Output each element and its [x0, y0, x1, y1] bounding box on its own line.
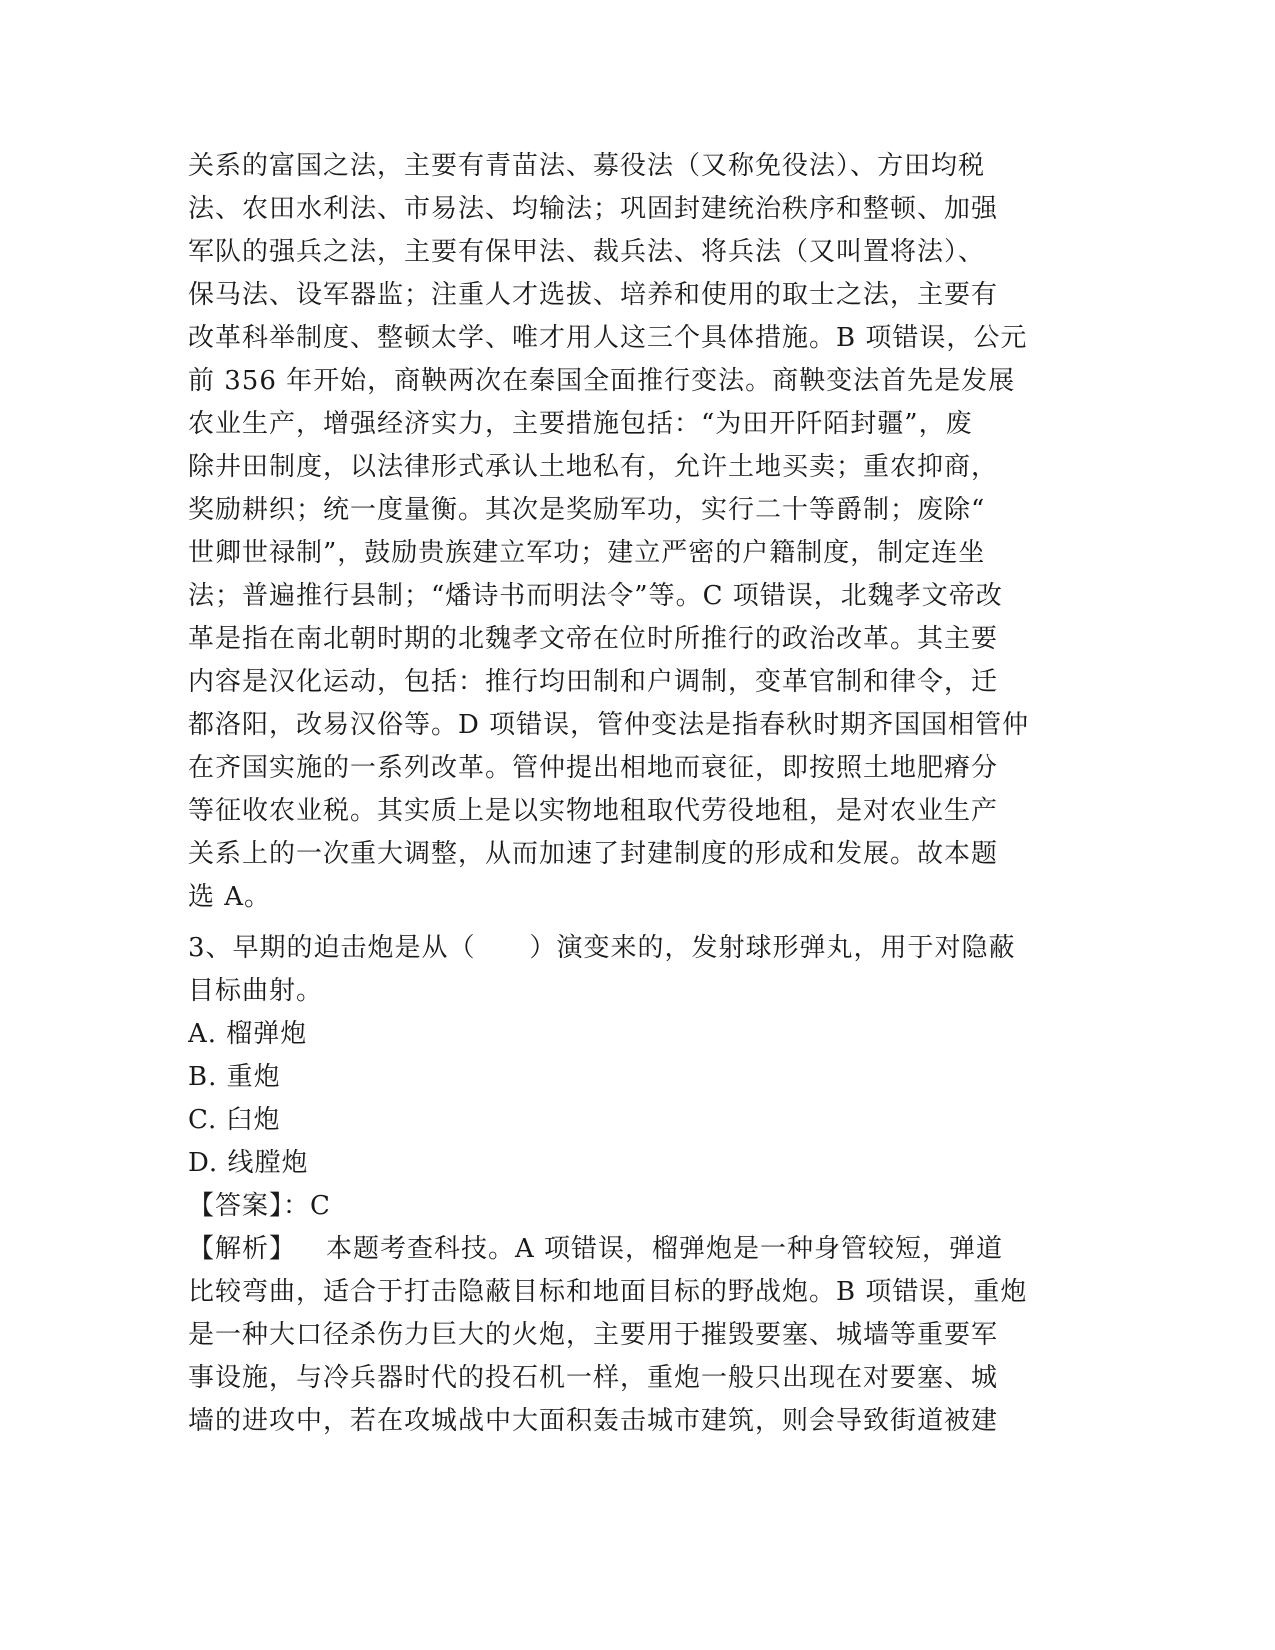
- text-line: 等征收农业税。其实质上是以实物地租取代劳役地租，是对农业生产: [188, 796, 999, 826]
- text-line: 改革科举制度、整顿太学、唯才用人这三个具体措施。B 项错误，公元: [188, 323, 1028, 353]
- question-stem-line: 目标曲射。: [188, 976, 324, 1006]
- answer-value: ：C: [283, 1191, 331, 1221]
- option-b: B. 重炮: [188, 1062, 281, 1092]
- analysis-line: 比较弯曲，适合于打击隐蔽目标和地面目标的野战炮。B 项错误，重炮: [188, 1277, 1028, 1307]
- text-line: 内容是汉化运动，包括：推行均田制和户调制，变革官制和律令，迁: [188, 667, 999, 697]
- answer-line: [188, 1185, 1086, 1228]
- analysis-line: 墙的进攻中，若在攻城战中大面积轰击城市建筑，则会导致街道被建: [188, 1406, 999, 1436]
- text-line: 在齐国实施的一系列改革。管仲提出相地而衰征，即按照土地肥瘠分: [188, 753, 999, 783]
- option-d: D. 线膛炮: [188, 1148, 309, 1178]
- analysis-line: 是一种大口径杀伤力巨大的火炮，主要用于摧毁要塞、城墙等重要军: [188, 1320, 999, 1350]
- text-line: 革是指在南北朝时期的北魏孝文帝在位时所推行的政治改革。其主要: [188, 624, 999, 654]
- text-line: 军队的强兵之法，主要有保甲法、裁兵法、将兵法（又叫置将法）、: [188, 237, 986, 267]
- paragraph-gap: [188, 919, 1086, 927]
- text-line: 前 356 年开始，商鞅两次在秦国全面推行变法。商鞅变法首先是发展: [188, 366, 1016, 396]
- option-a: A. 榴弹炮: [188, 1019, 308, 1049]
- text-line: 都洛阳，改易汉俗等。D 项错误，管仲变法是指春秋时期齐国国相管仲: [188, 710, 1030, 740]
- analysis-line: 事设施，与冷兵器时代的投石机一样，重炮一般只出现在对要塞、城: [188, 1363, 999, 1393]
- analysis-text: 本题考查科技。A 项错误，榴弹炮是一种身管较短，弹道: [326, 1234, 1004, 1264]
- text-line: 保马法、设军器监；注重人才选拔、培养和使用的取士之法，主要有: [188, 280, 999, 310]
- text-line: 奖励耕织；统一度量衡。其次是奖励军功，实行二十等爵制；废除“: [188, 495, 986, 525]
- question-3: [188, 927, 1086, 1443]
- previous-explanation: [188, 145, 1086, 919]
- option-c: C. 臼炮: [188, 1105, 281, 1135]
- answer-tag: 【答案】: [188, 1191, 284, 1221]
- question-stem-line: 3、早期的迫击炮是从（ ）演变来的，发射球形弹丸，用于对隐蔽: [188, 933, 1016, 963]
- analysis-first-line: [188, 1228, 1086, 1271]
- text-line: 除井田制度，以法律形式承认土地私有，允许土地买卖；重农抑商，: [188, 452, 999, 482]
- text-line: 法、农田水利法、市易法、均输法；巩固封建统治秩序和整顿、加强: [188, 194, 999, 224]
- text-line: 选 A。: [188, 882, 272, 912]
- text-line: 世卿世禄制”，鼓励贵族建立军功；建立严密的户籍制度，制定连坐: [188, 538, 986, 568]
- analysis-tag: 【解析】: [188, 1234, 297, 1264]
- text-line: 农业生产，增强经济实力，主要措施包括：“为田开阡陌封疆”，废: [188, 409, 973, 439]
- text-line: 法；普遍推行县制；“燔诗书而明法令”等。C 项错误，北魏孝文帝改: [188, 581, 1003, 611]
- text-line: 关系的富国之法，主要有青苗法、募役法（又称免役法）、方田均税: [188, 151, 986, 181]
- document-content: [188, 145, 1086, 1443]
- text-line: 关系上的一次重大调整，从而加速了封建制度的形成和发展。故本题: [188, 839, 999, 869]
